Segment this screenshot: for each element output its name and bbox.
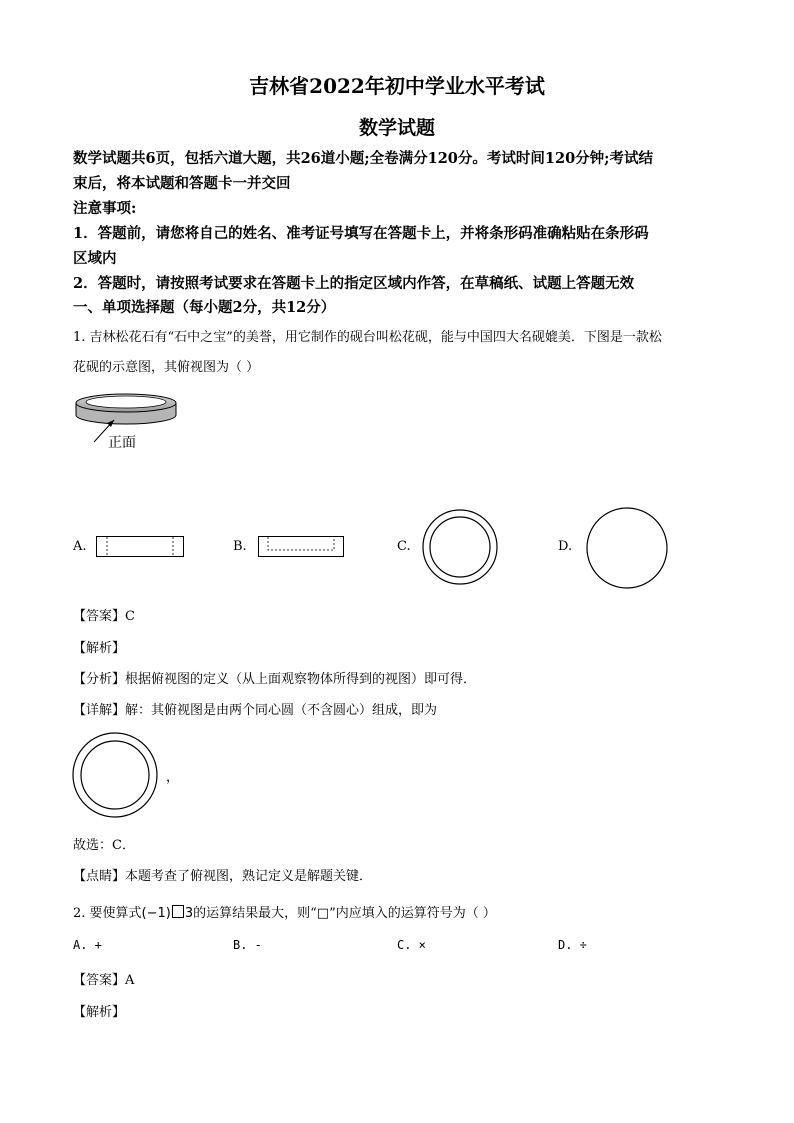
q2-stem-post: 的运算结果最大，则“□”内应填入的运算符号为（ ）	[193, 906, 496, 921]
q2-analysis-tag: 【解析】	[73, 1005, 126, 1020]
page-subtitle: 数学试题	[358, 117, 435, 139]
q1-answer: 【答案】C	[73, 609, 135, 624]
q2-stem	[73, 902, 496, 921]
notice-2: 2．答题时，请按照考试要求在答题卡上的指定区域内作答，在草稿纸、试题上答题无效	[73, 275, 635, 292]
option-b-figure	[258, 536, 346, 558]
q2-expr-left: (−1)	[141, 906, 171, 921]
q1-stem-line-1: 1. 吉林松花石有“石中之宝”的美誉，用它制作的砚台叫松花砚，能与中国四大名砚媲美．下图是一款松	[73, 330, 662, 345]
q1-comment: 【点睛】本题考查了俯视图，熟记定义是解题关键．	[73, 869, 373, 884]
q1-detail: 【详解】解：其俯视图是由两个同心圆（不含圆心）组成，即为	[73, 703, 438, 718]
q2-answer: 【答案】A	[73, 973, 135, 988]
q1-detail-comma: ，	[166, 770, 180, 785]
option-c-figure	[422, 507, 500, 587]
option-d-figure	[585, 507, 671, 591]
q2-expr-right: 3	[184, 906, 194, 921]
q1-stem-line-2: 花砚的示意图，其俯视图为（ ）	[73, 360, 260, 375]
page-title: 吉林省2022年初中学业水平考试	[249, 74, 545, 98]
q1-option-b-label: B.	[233, 539, 247, 554]
blank-box-icon	[172, 905, 184, 918]
notice-heading: 注意事项:	[73, 200, 137, 217]
q2-option-c: C. ×	[397, 938, 426, 952]
q1-choose: 故选：C．	[73, 838, 135, 853]
q2-option-b: B. -	[233, 938, 262, 952]
q2-option-a: A. +	[73, 938, 102, 952]
q1-analysis-tag: 【解析】	[73, 641, 126, 656]
section-1-heading: 一、单项选择题（每小题2分，共12分）	[73, 299, 336, 316]
q1-option-a-label: A.	[73, 539, 87, 554]
intro-line-1: 数学试题共6页，包括六道大题，共26道小题;全卷满分120分。考试时间120分钟;考试结	[73, 150, 654, 167]
notice-1-line-2: 区域内	[73, 250, 117, 267]
q1-option-c-label: C.	[397, 539, 411, 554]
intro-line-2: 束后，将本试题和答题卡一并交回	[73, 175, 291, 192]
q2-option-d: D. ÷	[558, 938, 587, 952]
front-label: 正面	[108, 435, 136, 451]
option-a-figure	[96, 536, 184, 558]
q2-stem-pre: 2. 要使算式	[73, 906, 142, 921]
notice-1-line-1: 1．答题前，请您将自己的姓名、准考证号填写在答题卡上，并将条形码准确粘贴在条形码	[73, 225, 649, 242]
top-view-figure	[72, 732, 160, 820]
q1-analysis: 【分析】根据俯视图的定义（从上面观察物体所得到的视图）即可得．	[73, 672, 477, 687]
q1-option-d-label: D.	[558, 539, 573, 554]
